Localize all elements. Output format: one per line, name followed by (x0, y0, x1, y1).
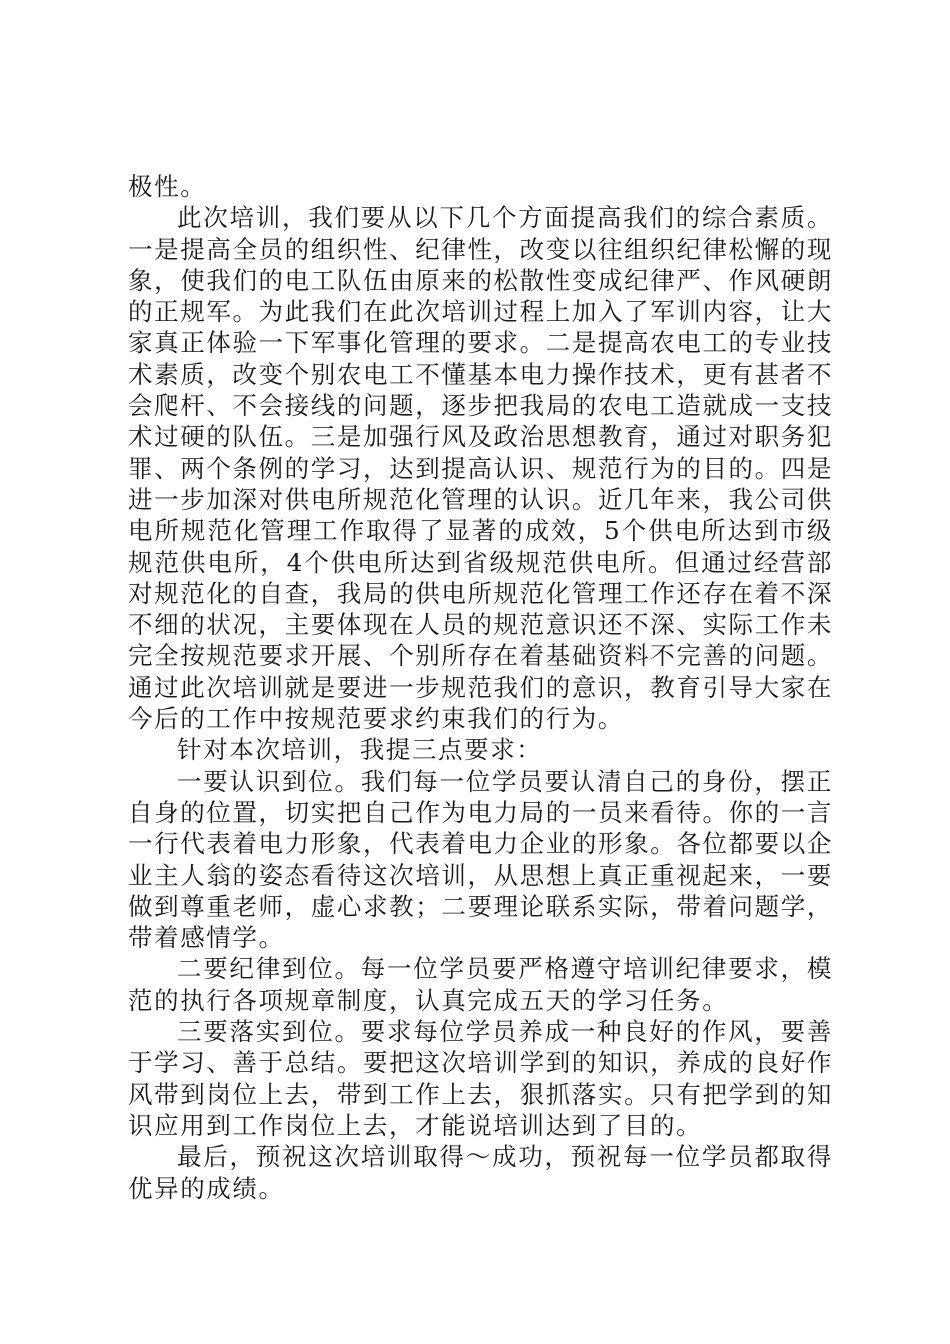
paragraph-requirement-1: 一要认识到位。我们每一位学员要认清自己的身份，摆正自身的位置，切实把自己作为电力局的一员来看待。你的一言一行代表着电力形象，代表着电力企业的形象。各位都要以企业主人翁的姿态看待这次培训，从思想上真正重视起来，一要做到尊重老师，虚心求教；二要理论联系实际，带着问题学，带着感情学。 (128, 766, 833, 953)
paragraph-closing: 最后，预祝这次培训取得～成功，预祝每一位学员都取得优异的成绩。 (128, 1142, 833, 1203)
paragraph-requirement-2: 二要纪律到位。每一位学员要严格遵守培训纪律要求，模范的执行各项规章制度，认真完成五天的学习任务。 (128, 954, 833, 1015)
paragraph-continuation: 极性。 (128, 172, 207, 201)
document-body (128, 171, 833, 1204)
paragraph-requirement-3: 三要落实到位。要求每位学员养成一种良好的作风，要善于学习、善于总结。要把这次培训学到的知识，养成的良好作风带到岗位上去，带到工作上去，狠抓落实。只有把学到的知识应用到工作岗位上去，才能说培训达到了目的。 (128, 1017, 833, 1140)
paragraph-requirements-intro: 针对本次培训，我提三点要求： (177, 735, 543, 765)
paragraph-training-goals: 此次培训，我们要从以下几个方面提高我们的综合素质。一是提高全员的组织性、纪律性，改变以往组织纪律松懈的现象，使我们的电工队伍由原来的松散性变成纪律严、作风硬朗的正规军。为此我们在此次培训过程上加入了军训内容，让大家真正体验一下军事化管理的要求。二是提高农电工的专业技术素质，改变个别农电工不懂基本电力操作技术，更有甚者不会爬杆、不会接线的问题，逐步把我局的农电工造就成一支技术过硬的队伍。三是加强行风及政治思想教育，通过对职务犯罪、两个条例的学习，达到提高认识、规范行为的目的。四是进一步加深对供电所规范化管理的认识。近几年来，我公司供电所规范化管理工作取得了显著的成效，5个供电所达到市级规范供电所，4个供电所达到省级规范供电所。但通过经营部对规范化的自查，我局的供电所规范化管理工作还存在着不深不细的状况，主要体现在人员的规范意识还不深、实际工作未完全按规范要求开展、个别所存在着基础资料不完善的问题。通过此次培训就是要进一步规范我们的意识，教育引导大家在今后的工作中按规范要求约束我们的行为。 (128, 203, 833, 734)
